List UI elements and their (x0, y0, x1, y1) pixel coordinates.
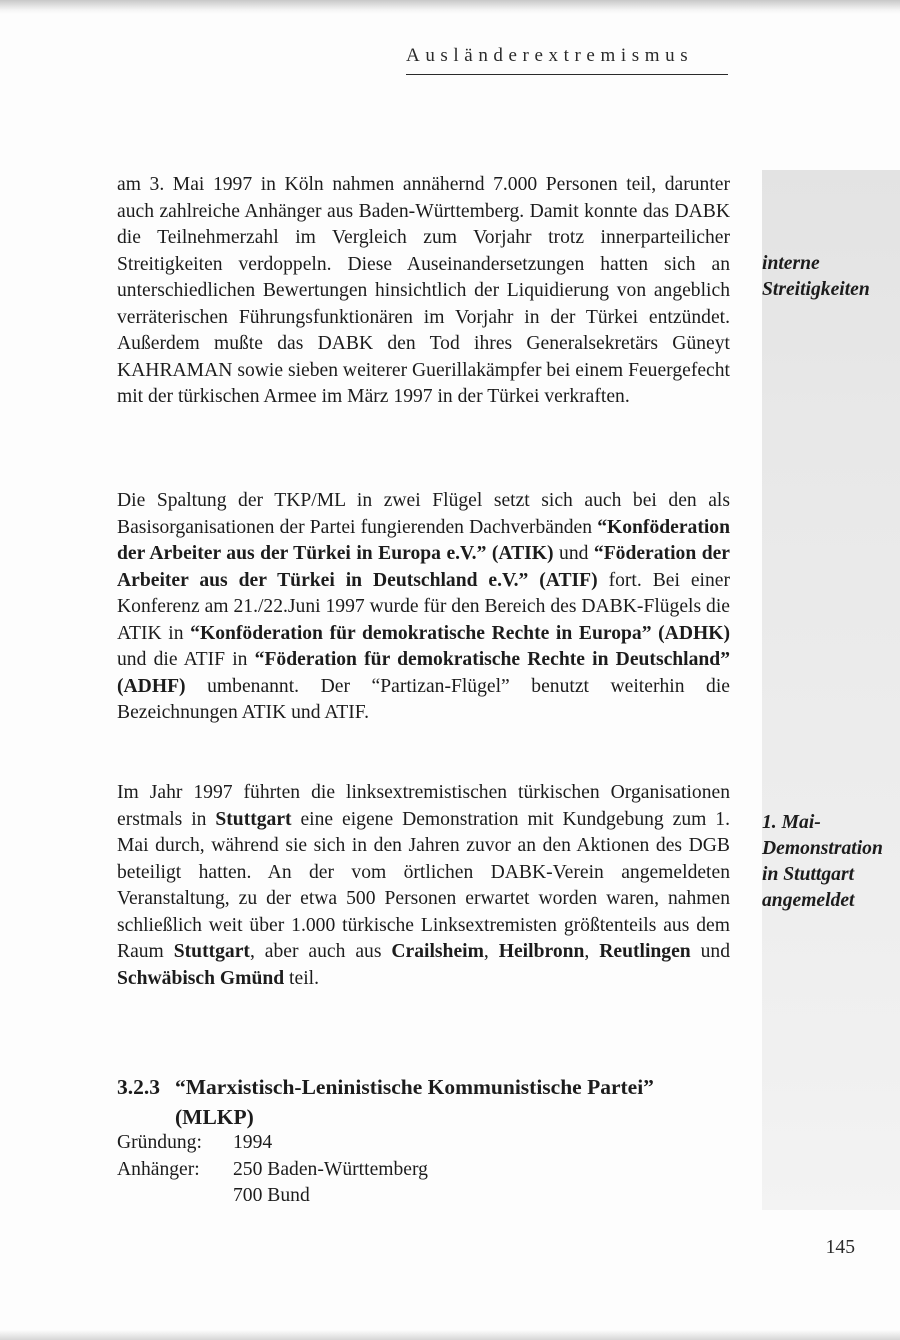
header-rule (406, 74, 728, 75)
paragraph-1 (117, 172, 730, 411)
bold-term: Crailsheim (391, 941, 484, 962)
text-run: und (553, 543, 594, 564)
bold-term: Schwäbisch Gmünd (117, 967, 285, 989)
bold-term: Reutlingen (599, 941, 691, 962)
text-run: umbenannt. Der “Partizan-Flügel” benutzt weiterhin die Bezeichnungen ATIK und ATIF. (117, 675, 730, 723)
bold-term: “Föderation der Arbeiter aus der Türkei in Deutschland e.V.” (ATIF) (117, 543, 730, 591)
text-run: , (584, 941, 600, 962)
running-header: Ausländerextremismus (406, 45, 694, 66)
text-run: , (483, 941, 499, 962)
section-title-line-1: “Marxistisch-Leninistische Kommunistische Partei” (175, 1075, 654, 1099)
text-run: , aber auch aus (249, 941, 392, 962)
text-run: und die ATIF in (117, 649, 255, 670)
margin-note-mai-demonstration: 1. Mai-Demonstration in Stuttgart angemeldet (762, 812, 883, 911)
section-title-line-2: (MLKP) (175, 1105, 254, 1129)
bold-term: Heilbronn (498, 941, 585, 962)
section-heading (117, 1072, 757, 1132)
paragraph-3 (117, 780, 730, 992)
text-run: und (690, 941, 731, 962)
text-run: fort. Bei einer Konferenz am 21./22.Juni 1997 wurde für den Bereich des DABK-Flügels die ATIK in (117, 569, 730, 644)
founded-label: Gründung: (117, 1132, 202, 1153)
scan-top-edge (0, 0, 900, 14)
members-label: Anhänger: (117, 1158, 200, 1180)
text-run: Die Spaltung der TKP/ML in zwei Flügel setzt sich auch bei den als Basisorganisationen der Partei fungierenden Dachverbänden (117, 490, 730, 538)
bold-term: Stuttgart (215, 808, 292, 830)
founded-value: 1994 (233, 1132, 273, 1153)
bold-term: Stuttgart (173, 941, 250, 962)
fact-row-members-federal (117, 1183, 617, 1210)
members-federal-value: 700 Bund (233, 1185, 310, 1206)
margin-note-interne-streitigkeiten: interne Streitigkeiten (762, 253, 870, 300)
section-number: 3.2.3 (117, 1075, 160, 1099)
facts-table (117, 1130, 617, 1210)
paragraph-2 (117, 488, 730, 727)
text-run: eine eigene Demonstration mit Kundgebung zum 1. Mai durch, während sie sich in den Jahren zuvor an den Aktionen des DGB beteiligt hatten. An der vom örtlichen DABK-Verein angemeldeten Veranstaltung, zu der etwa 500 Personen erwartet worden waren, nahmen schließlich weit über 1.000 türkische Linksextremisten größtenteils aus dem Raum (117, 808, 730, 962)
members-state-value: 250 Baden-Württemberg (233, 1158, 428, 1180)
bold-term: “Föderation für demokratische Rechte in Deutschland” (ADHF) (117, 649, 730, 697)
bold-term: “Konföderation der Arbeiter aus der Türkei in Europa e.V.” (ATIK) (117, 516, 730, 564)
scan-bottom-edge (0, 1330, 900, 1340)
fact-row-members (117, 1157, 617, 1184)
text-run: Im Jahr 1997 führten die linksextremistischen türkischen Organisationen erstmals in (117, 782, 730, 830)
fact-row-founded (117, 1130, 617, 1157)
margin-shading (762, 170, 900, 1210)
text-run: teil. (284, 967, 319, 989)
page-number: 145 (825, 1237, 855, 1258)
bold-term: “Konföderation für demokratische Rechte in Europa” (ADHK) (190, 622, 730, 644)
text-run: am 3. Mai 1997 in Köln nahmen annähernd 7.000 Personen teil, darunter auch zahlreiche Anhänger aus Baden-Württemberg. Damit konnte das DABK die Teilnehmerzahl im Vergleich zum Vorjahr trotz innerparteilicher Streitigkeiten verdoppeln. Diese Auseinandersetzungen hatten sich an unterschiedlichen Bewertungen hinsichtlich der Liquidierung von angeblich verräterischen Führungsfunktionären im Vorjahr in der Türkei entzündet. Außerdem mußte das DABK den Tod ihres Generalsekretärs Güneyt KAHRAMAN sowie sieben weiterer Guerillakämpfer bei einem Feuergefecht mit der türkischen Armee im März 1997 in der Türkei verkraften. (117, 174, 730, 407)
